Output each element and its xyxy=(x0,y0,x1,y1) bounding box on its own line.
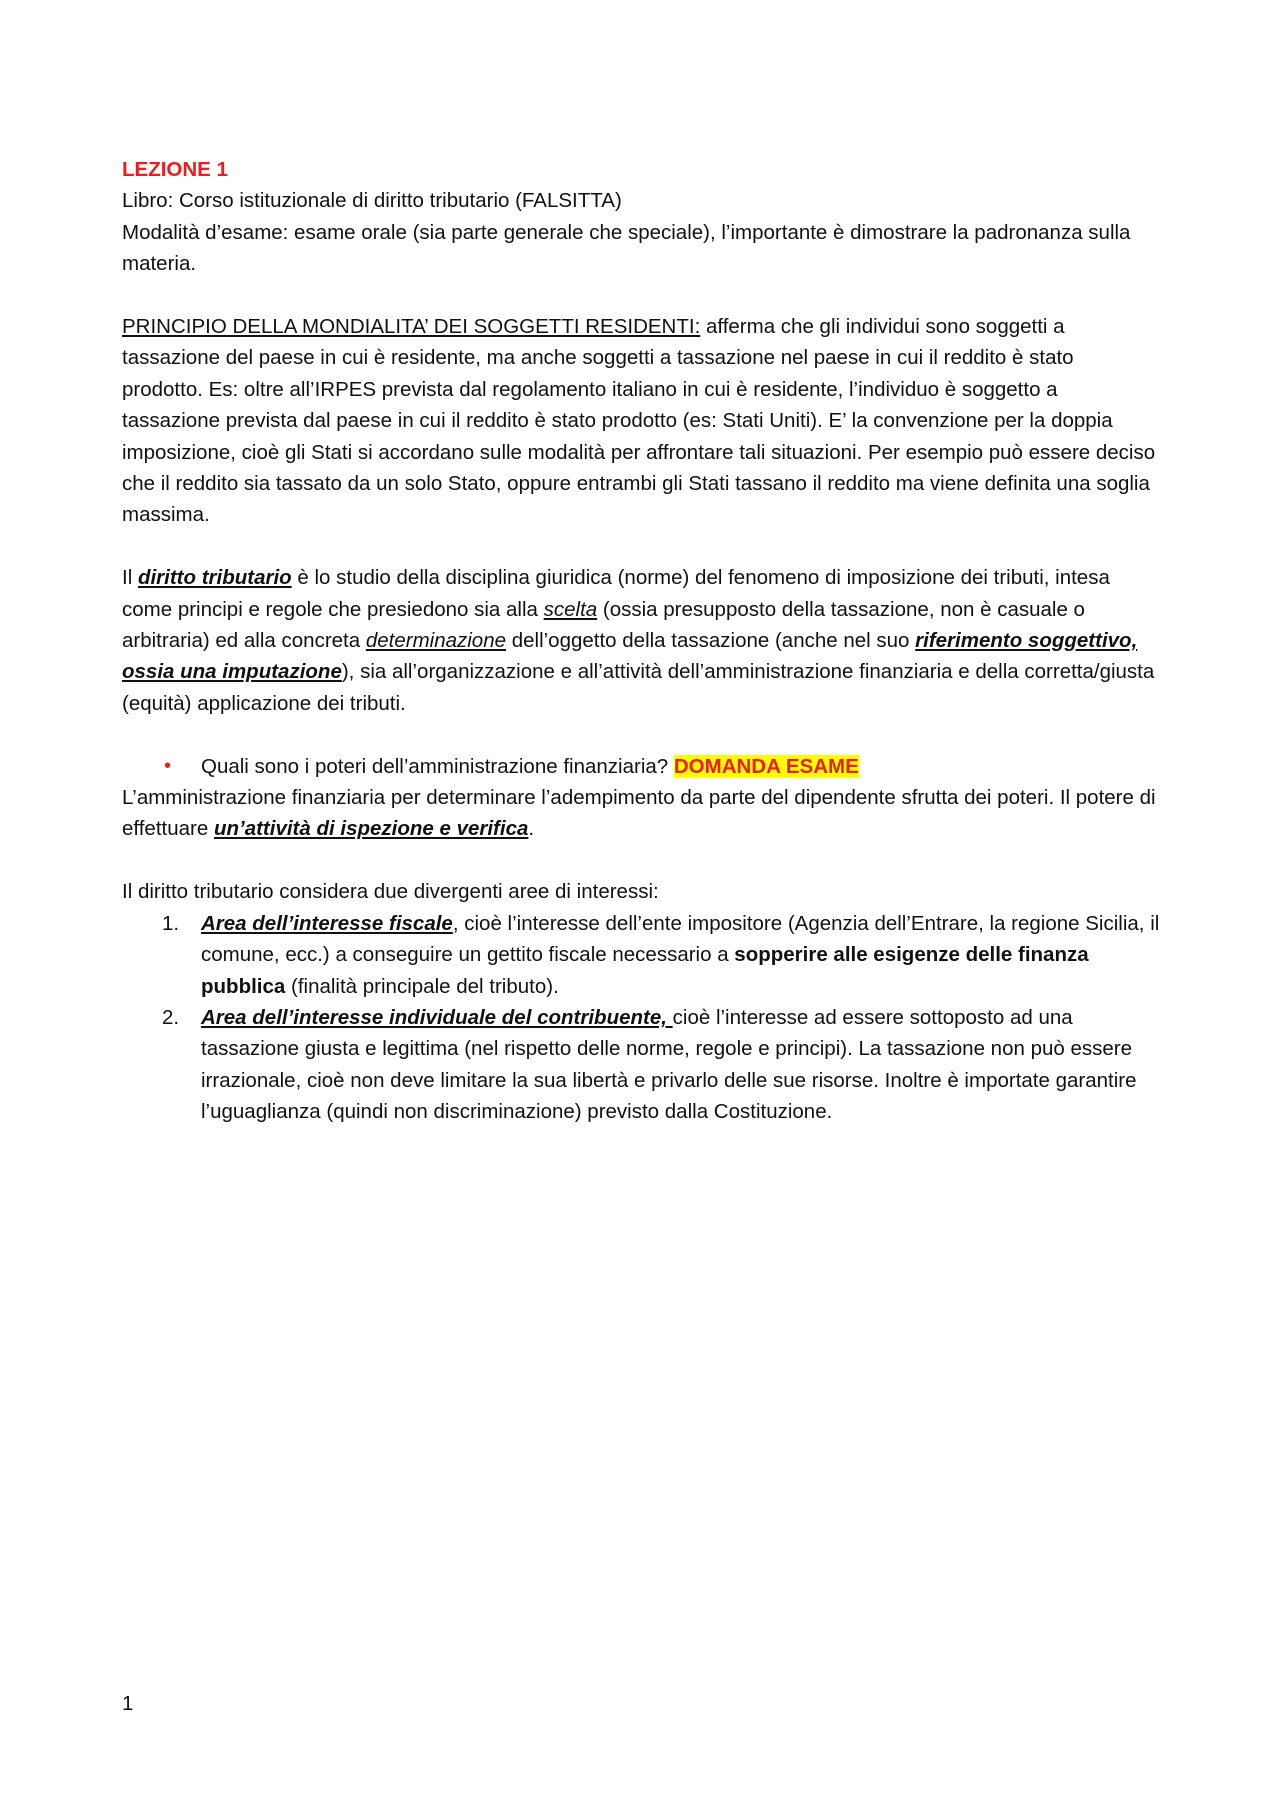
list-number: 2. xyxy=(162,1005,180,1029)
principle-text: afferma che gli individui sono soggetti a tassazione del paese in cui è residente, ma anche soggetti a tassazione nel paese in cui il reddito è stato prodotto. Es: oltre all’IRPES prevista dal regolamento italiano in cui è residente, l’individuo è soggetto a tassazione prevista dal paese in cui il reddito è stato prodotto (es: Stati Uniti). E’ la convenzione per la doppia imposizione, cioè gli Stati si accordano sulle modalità per affrontare tali situazioni. Per esempio può essere deciso che il reddito sia tassato da un solo Stato, oppure entrambi gli Stati tassano il reddito ma viene definita una soglia massima. xyxy=(122,315,1156,527)
term-diritto-tributario: diritto tributario xyxy=(137,566,292,590)
interests-intro: Il diritto tributario considera due divergenti aree di interessi: xyxy=(122,880,659,904)
term-interesse-fiscale: Area dell’interesse fiscale xyxy=(201,911,453,935)
paragraph-gap xyxy=(122,280,1160,311)
interests-list xyxy=(122,908,1160,1128)
term-interesse-individuale: Area dell’interesse individuale del contribuente, xyxy=(201,1005,673,1029)
question-bullet-item xyxy=(122,751,1160,782)
exam-question-tag: DOMANDA ESAME xyxy=(673,754,859,778)
definition-text: Il xyxy=(122,566,138,590)
bold-finanza-pubblica: sopperire alle esigenze delle finanza pubblica xyxy=(201,943,1089,998)
paragraph-gap xyxy=(122,719,1160,750)
answer-text: L’amministrazione finanziaria per determinare l’adempimento da parte del dipendente sfrutta dei poteri. Il potere di effettuare xyxy=(122,786,1156,841)
definition-text: è lo studio della disciplina giuridica (norme) del fenomeno di imposizione dei tributi, intesa come principi e regole che presiedono sia alla xyxy=(122,566,1110,621)
book-line: Libro: Corso istituzionale di diritto tributario (FALSITTA) xyxy=(122,189,622,213)
term-riferimento-soggettivo: riferimento soggettivo, ossia una imputazione xyxy=(122,629,1138,684)
definition-text: ), sia all’organizzazione e all’attività dell’amministrazione finanziaria e della corretta/giusta (equità) applicazione dei tributi. xyxy=(122,660,1155,715)
paragraph-gap xyxy=(122,531,1160,562)
document-page xyxy=(122,154,1160,1128)
list-item-text: (finalità principale del tributo). xyxy=(285,974,559,998)
definition-text: (ossia presupposto della tassazione, non è casuale o arbitraria) ed alla concreta xyxy=(122,597,1085,653)
list-item xyxy=(122,908,1160,1002)
list-item xyxy=(122,1002,1160,1128)
question-text: Quali sono i poteri dell’amministrazione finanziaria? xyxy=(201,754,674,778)
definition-text: dell’oggetto della tassazione (anche nel suo xyxy=(506,629,916,653)
term-determinazione: determinazione xyxy=(365,629,507,653)
answer-text: . xyxy=(528,817,535,841)
list-number: 1. xyxy=(162,911,180,935)
paragraph-gap xyxy=(122,845,1160,876)
term-scelta: scelta xyxy=(543,597,598,621)
list-item-text: cioè l’interesse ad essere sottoposto ad una tassazione giusta e legittima (nel rispetto delle norme, regole e principi). La tassazione non può essere irrazionale, cioè non deve limitare la sua libertà e privarlo delle sue risorse. Inoltre è importate garantire l’uguaglianza (quindi non discriminazione) previsto dalla Costituzione. xyxy=(201,1005,1137,1124)
term-ispezione-verifica: un’attività di ispezione e verifica xyxy=(213,817,529,841)
definition-paragraph xyxy=(122,562,1160,719)
answer-paragraph xyxy=(122,782,1160,845)
list-item-text: , cioè l’interesse dell’ente impositore (Agenzia dell’Entrare, la regione Sicilia, il comune, ecc.) a conseguire un gettito fiscale necessario a xyxy=(201,911,1160,967)
principle-heading: PRINCIPIO DELLA MONDIALITA’ DEI SOGGETTI RESIDENTI: xyxy=(122,315,701,339)
page-number: 1 xyxy=(122,1692,134,1715)
bullet-icon: • xyxy=(164,754,172,777)
principle-paragraph xyxy=(122,311,1160,531)
exam-mode-line: Modalità d’esame: esame orale (sia parte generale che speciale), l’importante è dimostrare la padronanza sulla materia. xyxy=(122,220,1131,276)
lesson-title: LEZIONE 1 xyxy=(122,158,228,181)
